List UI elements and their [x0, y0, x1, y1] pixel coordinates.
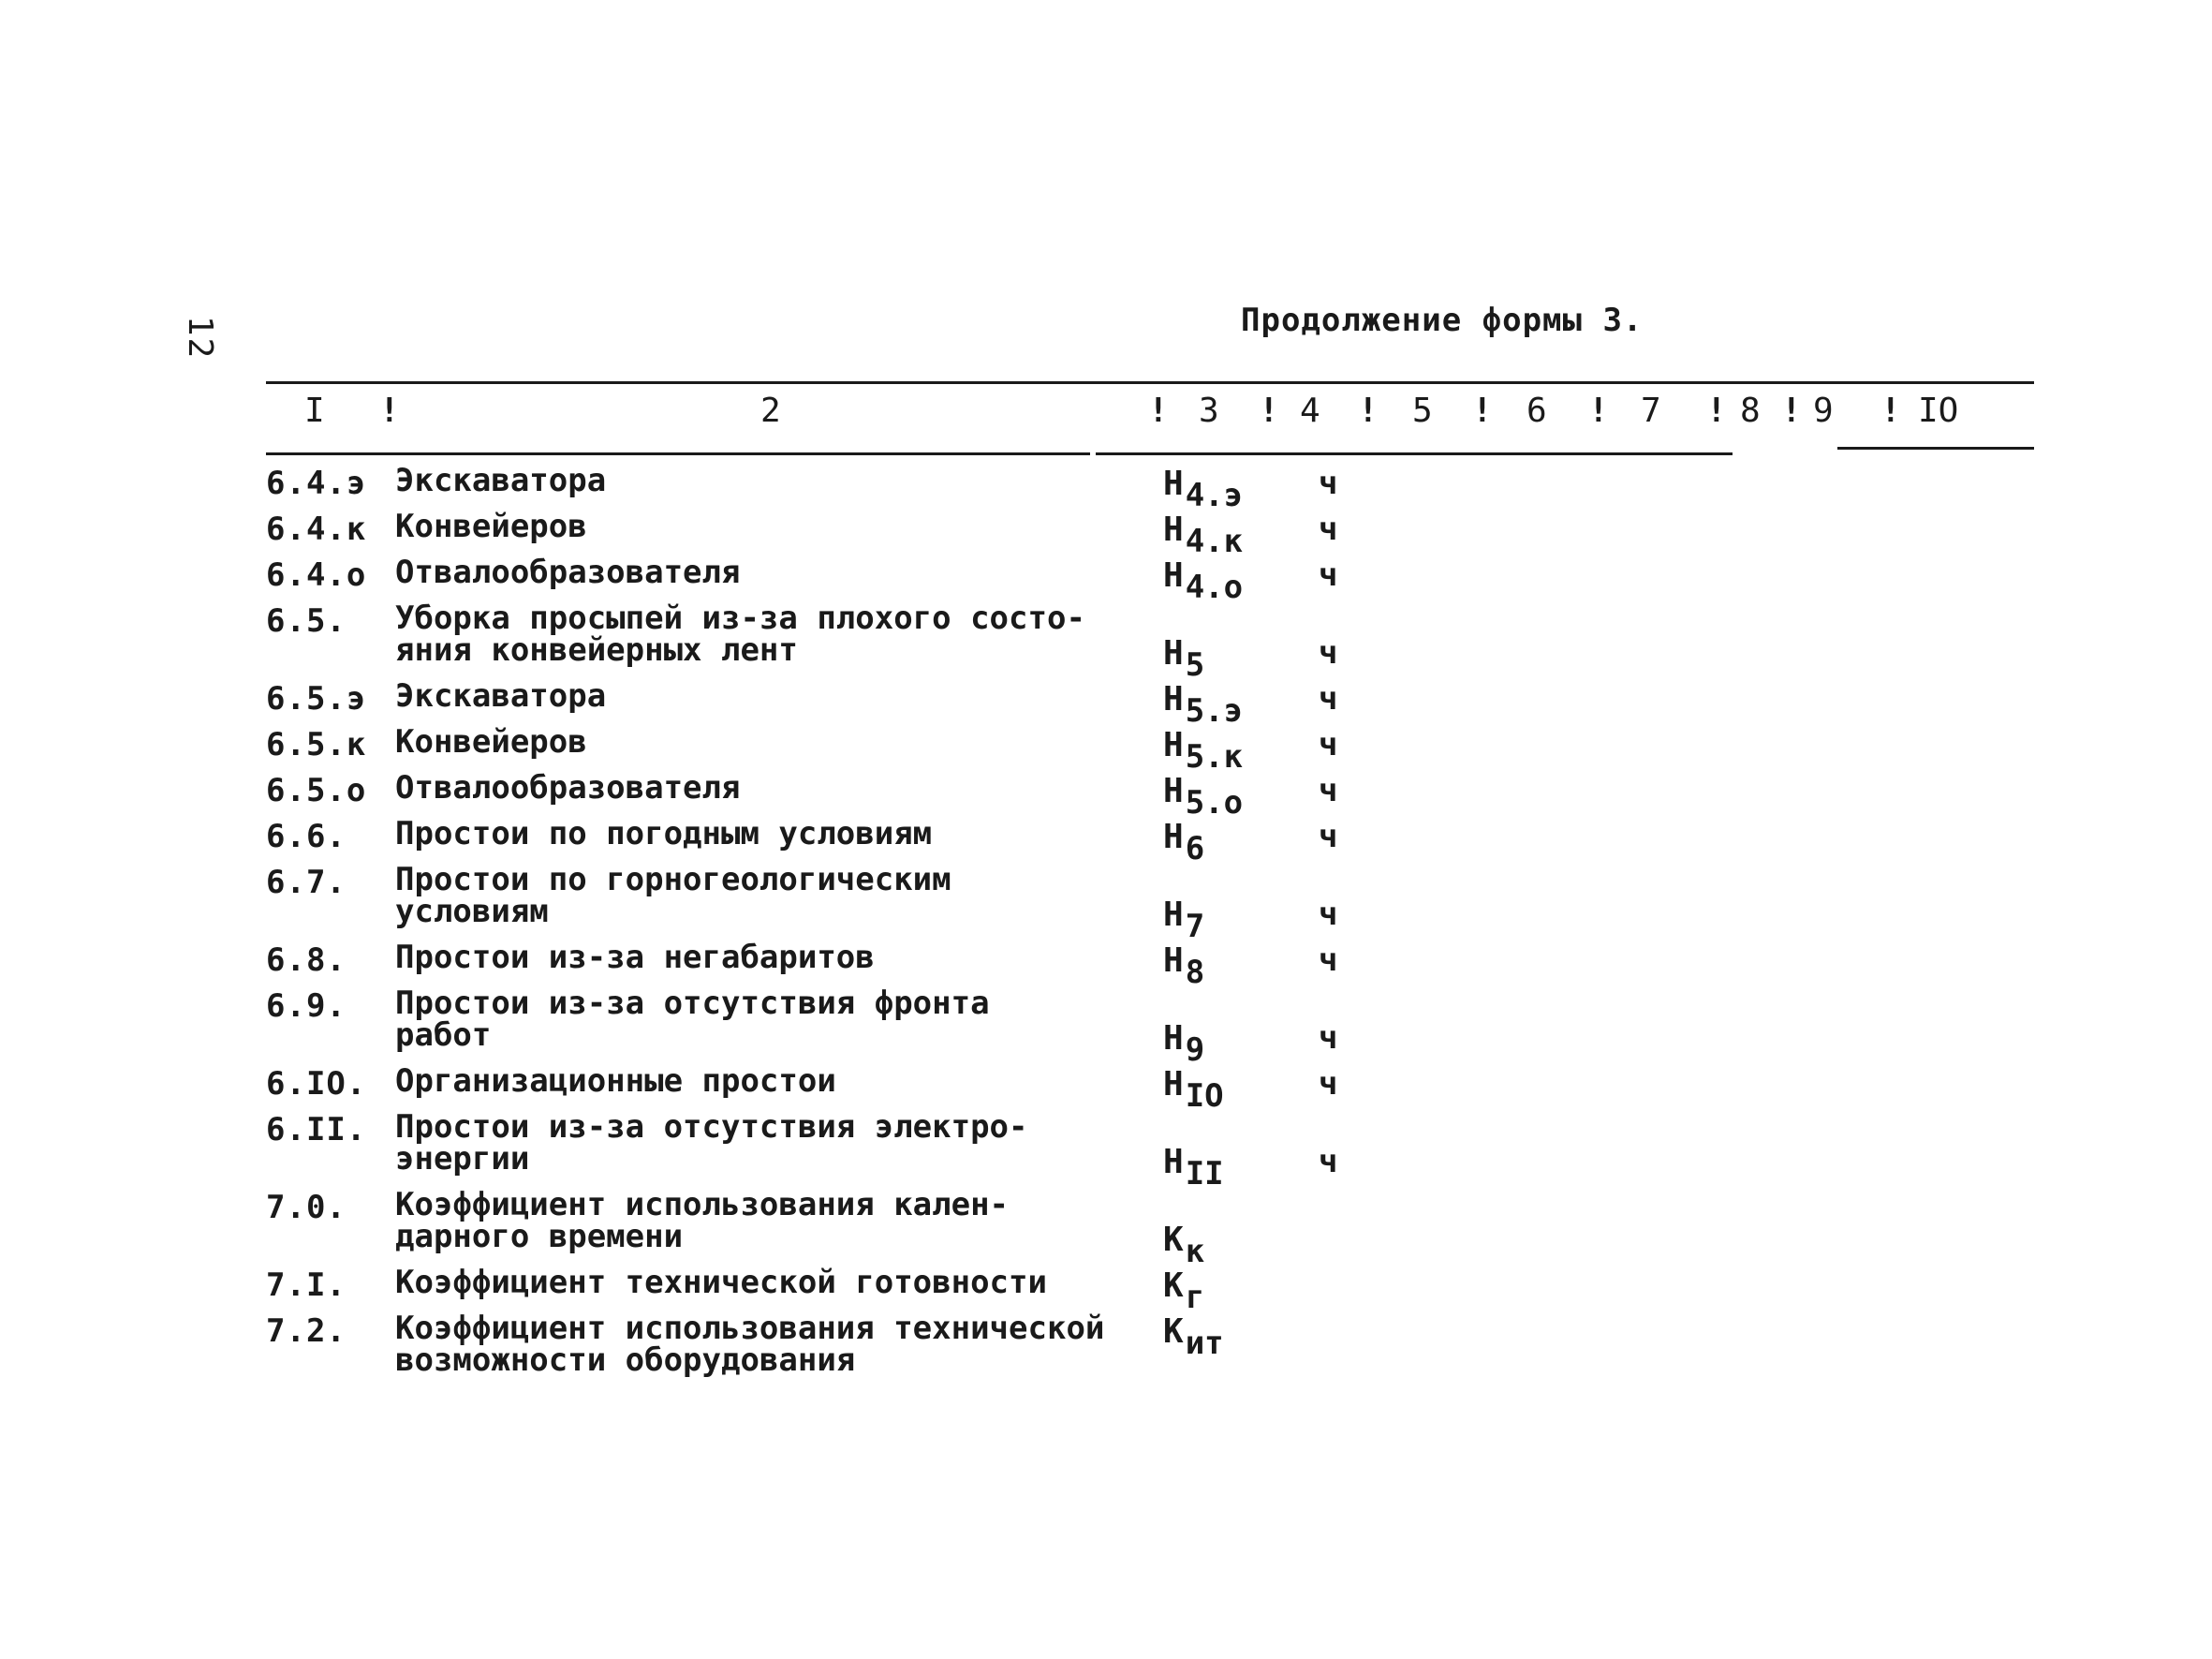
row-number: 7.I.	[266, 1266, 347, 1304]
row-number: 7.0.	[266, 1189, 347, 1226]
row-description: Конвейеров	[395, 723, 587, 761]
row-description: Простои по горногеологическим условиям	[395, 861, 951, 930]
header-bottom-rule	[1096, 452, 1601, 455]
row-symbol: НII	[1163, 1143, 1224, 1192]
row-number: 6.5.о	[266, 772, 367, 809]
row-number: 6.4.э	[266, 465, 367, 502]
header-top-rule	[266, 381, 2034, 384]
row-unit: ч	[1319, 941, 1338, 979]
column-separator: !	[1148, 392, 1169, 430]
column-header-9: 9	[1813, 392, 1834, 430]
row-number: 6.5.э	[266, 680, 367, 718]
header-bottom-rule	[1837, 447, 2034, 450]
row-description: Коэффициент использования кален- дарного времени	[395, 1186, 1010, 1255]
column-header-1: I	[304, 392, 325, 430]
row-number: 6.9.	[266, 987, 347, 1025]
row-unit: ч	[1319, 556, 1338, 594]
column-separator: !	[1880, 392, 1901, 430]
row-number: 7.2.	[266, 1312, 347, 1350]
header-bottom-rule	[1601, 452, 1733, 455]
row-number: 6.5.	[266, 602, 347, 640]
column-separator: !	[1781, 392, 1802, 430]
column-header-6: 6	[1526, 392, 1547, 430]
row-unit: ч	[1319, 680, 1338, 718]
form-caption: Продолжение формы 3.	[1241, 302, 1644, 339]
row-number: 6.5.к	[266, 726, 367, 763]
column-header-4: 4	[1300, 392, 1320, 430]
row-unit: ч	[1319, 634, 1338, 672]
header-bottom-rule	[266, 452, 1090, 455]
row-symbol: Н7	[1163, 896, 1205, 945]
row-description: Простои из-за негабаритов	[395, 939, 875, 976]
row-unit: ч	[1319, 818, 1338, 855]
row-description: Экскаватора	[395, 462, 607, 499]
column-separator: !	[1588, 392, 1609, 430]
row-description: Отвалообразователя	[395, 769, 741, 807]
column-separator: !	[1358, 392, 1379, 430]
row-symbol: Н5	[1163, 634, 1205, 684]
row-symbol: Н4.к	[1163, 511, 1244, 560]
row-number: 6.8.	[266, 941, 347, 979]
row-unit: ч	[1319, 1019, 1338, 1057]
row-number: 6.IO.	[266, 1065, 367, 1103]
row-number: 6.4.о	[266, 556, 367, 594]
column-separator: !	[1259, 392, 1279, 430]
row-number: 6.II.	[266, 1111, 367, 1148]
row-symbol: Н5.к	[1163, 726, 1244, 776]
row-symbol: Н6	[1163, 818, 1205, 867]
row-number: 6.4.к	[266, 511, 367, 548]
column-header-10: IO	[1918, 392, 1959, 430]
row-symbol: Н8	[1163, 941, 1205, 991]
row-description: Коэффициент технической готовности	[395, 1264, 1047, 1301]
row-symbol: Кит	[1163, 1312, 1224, 1362]
row-description: Экскаватора	[395, 677, 607, 715]
row-symbol: Кк	[1163, 1221, 1205, 1270]
row-description: Отвалообразователя	[395, 554, 741, 591]
row-symbol: НIO	[1163, 1065, 1224, 1115]
row-symbol: Н9	[1163, 1019, 1205, 1069]
row-description: Простои из-за отсутствия фронта работ	[395, 985, 990, 1054]
table-header	[0, 392, 2212, 438]
column-header-2: 2	[760, 392, 781, 430]
row-symbol: Кг	[1163, 1266, 1205, 1316]
column-header-8: 8	[1740, 392, 1761, 430]
row-description: Простои из-за отсутствия электро- энергии	[395, 1108, 1028, 1178]
column-header-3: 3	[1199, 392, 1219, 430]
row-symbol: Н4.о	[1163, 556, 1244, 606]
row-description: Организационные простои	[395, 1062, 836, 1100]
column-header-5: 5	[1412, 392, 1433, 430]
row-description: Коэффициент использования технической возможности оборудования	[395, 1310, 1105, 1379]
row-number: 6.6.	[266, 818, 347, 855]
row-symbol: Н4.э	[1163, 465, 1244, 514]
row-number: 6.7.	[266, 864, 347, 901]
row-symbol: Н5.э	[1163, 680, 1244, 730]
row-description: Конвейеров	[395, 508, 587, 545]
column-separator: !	[1472, 392, 1493, 430]
row-symbol: Н5.о	[1163, 772, 1244, 822]
row-unit: ч	[1319, 726, 1338, 763]
row-unit: ч	[1319, 511, 1338, 548]
row-unit: ч	[1319, 896, 1338, 933]
row-unit: ч	[1319, 1143, 1338, 1180]
row-description: Простои по погодным условиям	[395, 815, 933, 852]
column-header-7: 7	[1641, 392, 1661, 430]
column-separator: !	[1706, 392, 1727, 430]
page-number: 12	[181, 315, 220, 361]
row-unit: ч	[1319, 465, 1338, 502]
row-description: Уборка просыпей из-за плохого состо- яния конвейерных лент	[395, 600, 1085, 669]
column-separator: !	[379, 392, 400, 430]
row-unit: ч	[1319, 1065, 1338, 1103]
row-unit: ч	[1319, 772, 1338, 809]
